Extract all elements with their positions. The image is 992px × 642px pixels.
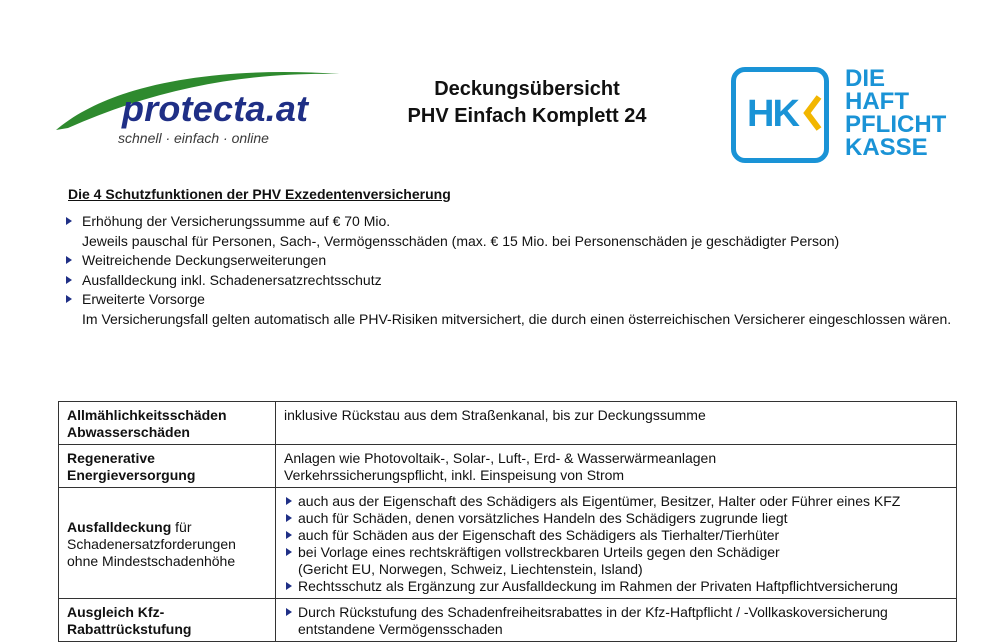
list-item-text: Weitreichende Deckungserweiterungen bbox=[82, 252, 327, 268]
row-label-line: Energieversorgung bbox=[67, 467, 196, 483]
bullet-arrow-icon bbox=[286, 497, 292, 505]
title-line-2: PHV Einfach Komplett 24 bbox=[407, 105, 647, 127]
bullet-arrow-icon bbox=[286, 531, 292, 539]
section-heading: Die 4 Schutzfunktionen der PHV Exzedentenversicherung bbox=[68, 186, 451, 202]
table-row bbox=[59, 599, 957, 642]
list-item bbox=[66, 251, 966, 271]
list-item-subtext: Jeweils pauschal für Personen, Sach-, Vermögensschäden (max. € 15 Mio. bei Personenschäden je geschädigter Person) bbox=[82, 232, 840, 249]
row-label-line: Allmählichkeitsschäden bbox=[67, 407, 227, 423]
row-label-line: Regenerative bbox=[67, 450, 155, 466]
haftpflichtkasse-logo bbox=[731, 67, 951, 167]
row-label-bold: Ausfalldeckung bbox=[67, 518, 172, 535]
list-item-text: Ausfalldeckung inkl. Schadenersatzrechtsschutz bbox=[82, 271, 382, 288]
row-label-line bbox=[67, 519, 267, 536]
row-label-line: Schadenersatzforderungen bbox=[67, 535, 236, 552]
table-row bbox=[59, 445, 957, 488]
protecta-tagline: schnell · einfach · online bbox=[118, 130, 269, 146]
row-bullet-subtext: (Gericht EU, Norwegen, Schweiz, Liechtenstein, Island) bbox=[298, 561, 643, 577]
logo-monogram: HK bbox=[747, 93, 798, 135]
list-item bbox=[66, 290, 966, 329]
row-label-line: ohne Mindestschadenhöhe bbox=[67, 552, 236, 569]
bullet-arrow-icon bbox=[66, 256, 72, 264]
row-bullet-text: bei Vorlage eines rechtskräftigen vollstreckbaren Urteils gegen den Schädiger bbox=[298, 544, 780, 560]
list-item-text: Erweiterte Vorsorge bbox=[82, 291, 205, 307]
bullet-arrow-icon bbox=[66, 276, 72, 284]
row-value bbox=[276, 402, 957, 445]
row-bullet-text: Durch Rückstufung des Schadenfreiheitsrabattes in der Kfz-Haftpflicht / -Vollkaskoversicherung bbox=[298, 604, 888, 620]
logo-word-2: HAFT bbox=[845, 88, 909, 115]
title-line-1: Deckungsübersicht bbox=[434, 78, 620, 100]
bullet-arrow-icon bbox=[286, 514, 292, 522]
page-title bbox=[362, 76, 692, 130]
row-bullet bbox=[284, 493, 948, 510]
logo-word-4: KASSE bbox=[845, 134, 928, 161]
bullet-arrow-icon bbox=[286, 608, 292, 616]
row-bullet-text: auch für Schäden, denen vorsätzliches Handeln des Schädigers zugrunde liegt bbox=[298, 510, 788, 526]
row-label-line: Abwasserschäden bbox=[67, 424, 190, 440]
row-value bbox=[276, 488, 957, 599]
protecta-brand: protecta.at bbox=[122, 88, 309, 129]
row-label bbox=[59, 488, 276, 599]
list-item-subtext: Im Versicherungsfall gelten automatisch alle PHV-Risiken mitversichert, die durch einen österreichischen Versicherer eingeschlossen wären. bbox=[82, 310, 952, 327]
coverage-table bbox=[58, 401, 957, 642]
row-label bbox=[59, 599, 276, 642]
list-item bbox=[66, 271, 966, 291]
row-value bbox=[276, 445, 957, 488]
row-bullet-text: Rechtsschutz als Ergänzung zur Ausfalldeckung im Rahmen der Privaten Haftpflichtversicherung bbox=[298, 578, 898, 594]
row-bullet bbox=[284, 544, 948, 561]
row-value-line: Anlagen wie Photovoltaik-, Solar-, Luft-, Erd- & Wasserwärmeanlagen bbox=[284, 450, 717, 466]
row-bullet bbox=[284, 510, 948, 527]
row-label-line: Rabattrückstufung bbox=[67, 621, 192, 637]
list-item-text: Erhöhung der Versicherungssumme auf € 70 Mio. bbox=[82, 213, 391, 229]
row-bullet-text: auch aus der Eigenschaft des Schädigers als Eigentümer, Besitzer, Halter oder Führer eines KFZ bbox=[298, 493, 901, 509]
feature-list bbox=[66, 212, 966, 329]
logo-wordmark bbox=[845, 67, 946, 159]
table-row bbox=[59, 488, 957, 599]
logo-word-1: DIE bbox=[845, 65, 886, 92]
row-bullet-text: auch für Schäden aus der Eigenschaft des Schädigers als Tierhalter/Tierhüter bbox=[298, 527, 780, 543]
row-label-line: Ausgleich Kfz- bbox=[67, 604, 165, 620]
row-label bbox=[59, 402, 276, 445]
row-bullet bbox=[284, 604, 948, 621]
bullet-arrow-icon bbox=[66, 217, 72, 225]
protecta-logo bbox=[52, 64, 342, 148]
table-row bbox=[59, 402, 957, 445]
row-label-rest: für bbox=[175, 518, 192, 535]
row-bullet-subtext: entstandene Vermögensschaden bbox=[298, 621, 503, 637]
bullet-arrow-icon bbox=[286, 582, 292, 590]
bullet-arrow-icon bbox=[66, 295, 72, 303]
row-value-line: inklusive Rückstau aus dem Straßenkanal, bis zur Deckungssumme bbox=[284, 407, 706, 423]
list-item bbox=[66, 212, 966, 251]
row-value-line: Verkehrssicherungspflicht, inkl. Einspeisung von Strom bbox=[284, 467, 625, 483]
row-label bbox=[59, 445, 276, 488]
row-bullet bbox=[284, 527, 948, 544]
row-value bbox=[276, 599, 957, 642]
bullet-arrow-icon bbox=[286, 548, 292, 556]
chevron-icon bbox=[803, 93, 823, 133]
logo-word-3: PFLICHT bbox=[845, 111, 947, 138]
row-bullet bbox=[284, 578, 948, 595]
